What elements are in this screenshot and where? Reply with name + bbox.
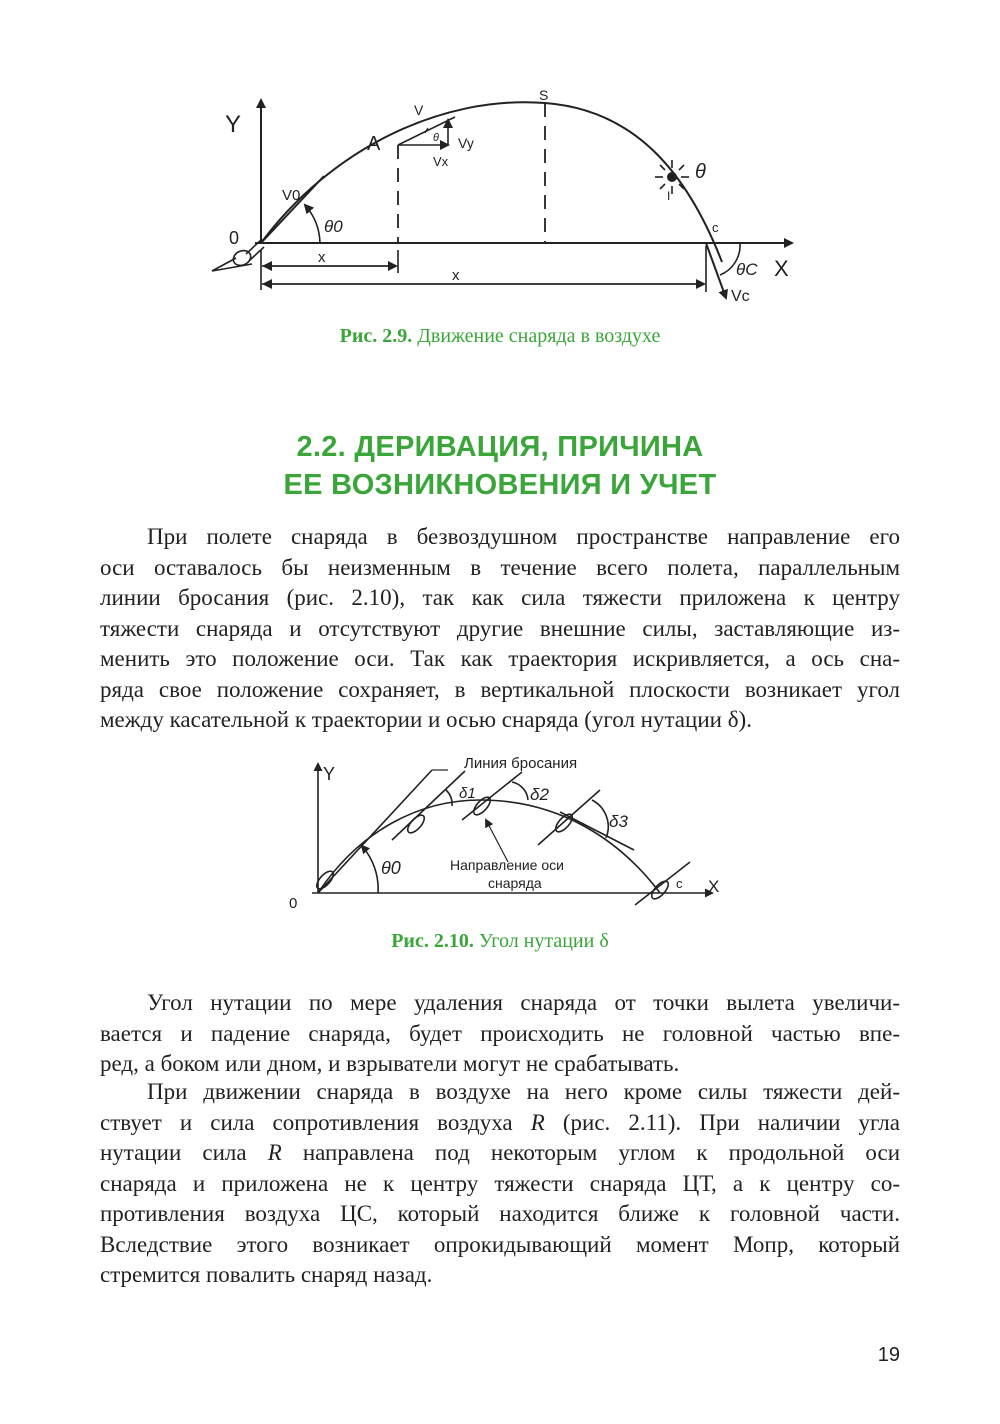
- trajectory-diagram: [200, 85, 810, 320]
- fig1-dim-x-large-label: x: [452, 267, 460, 284]
- fig1-vx-label: Vx: [433, 154, 449, 169]
- theta0-arc: [362, 846, 378, 893]
- text-line: тяжести снаряда и отсутствуют другие внешние силы, заставляющие из-: [100, 615, 900, 641]
- fig1-c-label: c: [712, 220, 719, 235]
- trajectory-curve: [261, 102, 722, 262]
- text-line: Вследствие этого возникает опрокидывающий момент Мопр, который: [100, 1231, 900, 1257]
- fig2-c-label: c: [676, 876, 683, 891]
- fig1-theta-label: θ: [695, 161, 706, 183]
- text-line: стремится повалить снаряд назад.: [100, 1262, 433, 1287]
- fig1-dim-x-small-label: x: [318, 249, 326, 266]
- fig2-throw-line-label: Линия бросания: [464, 755, 578, 772]
- text-line: нутации сила R направлена под некоторым углом к продольной оси: [100, 1140, 900, 1165]
- fig2-delta3-label: δ3: [609, 812, 628, 831]
- fig2-axis-dir-label-2: снаряда: [488, 875, 542, 891]
- text-line: ряда свое положение сохраняет, в вертикальной плоскости возникает угол: [100, 676, 900, 702]
- fig2-x-label: X: [708, 877, 720, 896]
- section-title-line2: ЕЕ ВОЗНИКНОВЕНИЯ И УЧЕТ: [283, 469, 717, 501]
- figure-2-10: [280, 750, 740, 915]
- fig1-i-label: I: [667, 189, 671, 203]
- page-number: 19: [877, 1344, 900, 1366]
- fig1-a-label: A: [367, 133, 381, 155]
- vc-arrow: [706, 243, 726, 298]
- text-line: Угол нутации по мере удаления снаряда от точки вылета увеличи-: [147, 990, 900, 1015]
- fig1-y-label: Y: [225, 111, 242, 138]
- fig1-v0-label: V0: [282, 187, 301, 204]
- figure-2-9: [200, 85, 810, 320]
- fig2-axis-dir-label-1: Направление оси: [450, 857, 564, 873]
- text-line: линии бросания (рис. 2.10), так как сила тяжести приложена к центру: [100, 585, 900, 610]
- fig2-origin-label: 0: [289, 895, 298, 912]
- text-line: ствует и сила сопротивления воздуха R (рис. 2.11). При наличии угла: [100, 1109, 900, 1135]
- fig1-x-label: X: [774, 256, 789, 281]
- fig1-theta-small: θ: [433, 132, 439, 144]
- text-line: между касательной к траектории и осью снаряда (угол нутации δ).: [100, 707, 752, 732]
- caption-bold: Рис. 2.9.: [339, 325, 413, 347]
- text-line: противления воздуха ЦС, который находится ближе к головной части.: [100, 1201, 900, 1226]
- text-line: менить это положение оси. Так как траектория искривляется, а ось сна-: [100, 646, 900, 671]
- delta2-arc: [512, 782, 528, 800]
- text-line: При движении снаряда в воздухе на него кроме силы тяжести дей-: [147, 1079, 900, 1104]
- theta0-arc: [305, 205, 320, 243]
- section-title: [0, 428, 1000, 504]
- paragraph-2: [100, 988, 900, 1080]
- fig1-origin-label: 0: [229, 228, 240, 248]
- fig1-v-label: V: [414, 102, 424, 118]
- paragraph-3: [100, 1077, 900, 1291]
- fig1-vc-label: Vc: [731, 288, 750, 305]
- nutation-diagram: [280, 750, 740, 915]
- fig1-vy-label: Vy: [458, 135, 474, 151]
- fig2-delta2-label: δ2: [530, 785, 549, 804]
- fig1-theta-c-label: θC: [736, 260, 758, 279]
- caption-text: Движение снаряда в воздухе: [412, 325, 661, 347]
- figure-2-10-caption: [0, 930, 1000, 953]
- caption-text: Угол нутации δ: [473, 930, 609, 952]
- text-line: вается и падение снаряда, будет происходить не головной частью впе-: [100, 1020, 900, 1046]
- fig1-s-label: S: [539, 87, 549, 103]
- paragraph-1: [100, 522, 900, 736]
- figure-2-9-caption: [0, 325, 1000, 348]
- fig2-y-label: Y: [323, 764, 336, 784]
- caption-bold: Рис. 2.10.: [391, 930, 474, 952]
- fig1-theta0-label: θ0: [324, 217, 343, 236]
- text-line: оси оставалось бы неизменным в течение всего полета, параллельным: [100, 554, 900, 580]
- text-line: При полете снаряда в безвоздушном пространстве направление его: [147, 524, 900, 549]
- section-title-line1: 2.2. ДЕРИВАЦИЯ, ПРИЧИНА: [296, 431, 704, 463]
- fig2-theta0-label: θ0: [381, 858, 401, 878]
- text-line: ред, а боком или дном, и взрыватели могут не срабатывать.: [100, 1051, 680, 1076]
- text-line: снаряда и приложена не к центру тяжести снаряда ЦТ, а к центру со-: [100, 1170, 900, 1196]
- fig2-delta1-label: δ1: [459, 785, 476, 802]
